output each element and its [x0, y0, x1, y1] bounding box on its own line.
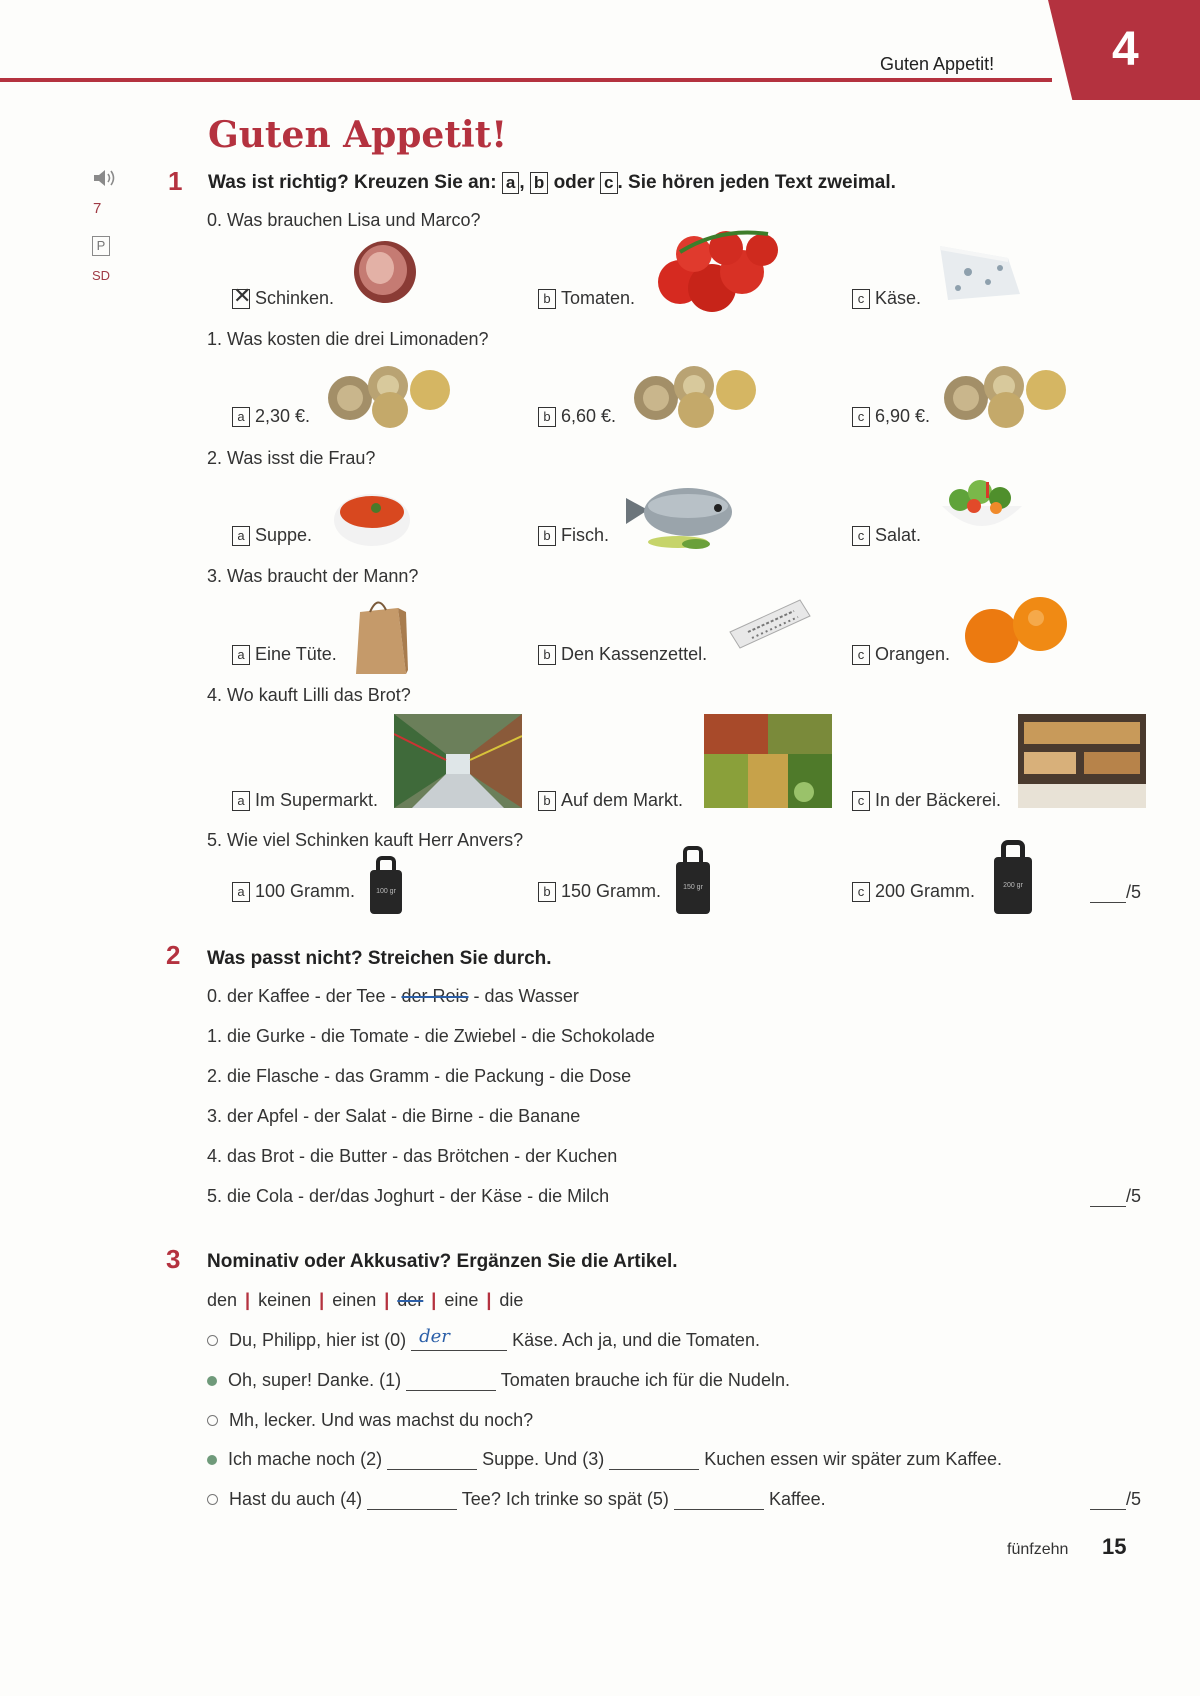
question-5: 5. Wie viel Schinken kauft Herr Anvers? — [207, 830, 524, 850]
word-bank-item: eine — [444, 1290, 479, 1310]
score-label: /5 — [1126, 882, 1142, 902]
option-2c[interactable] — [852, 525, 921, 546]
option-label: 100 Gramm. — [255, 881, 356, 901]
ex2-line-5[interactable]: 5. die Cola - der/das Joghurt - der Käse - die Milch — [207, 1186, 610, 1206]
checkbox-5c[interactable]: c — [852, 882, 870, 902]
option-label: 6,60 €. — [561, 406, 617, 426]
answer-blank-4[interactable] — [367, 1493, 457, 1510]
option-label: 2,30 €. — [255, 406, 311, 426]
dialogue-text: Kaffee. — [768, 1489, 826, 1509]
header-rule — [0, 78, 1052, 82]
dialogue-text: Hast du auch (4) — [229, 1489, 363, 1509]
supermarket-image — [394, 714, 522, 808]
score-field-1[interactable] — [1090, 882, 1141, 903]
weight-icon — [370, 856, 402, 914]
instruction-text-end: . Sie hören jeden Text zweimal. — [617, 172, 896, 193]
question-2: 2. Was isst die Frau? — [207, 448, 376, 468]
exercise-3-instruction: Nominativ oder Akkusativ? Ergänzen Sie die Artikel. — [207, 1251, 678, 1272]
ex2-line-0 — [207, 986, 579, 1007]
option-label: Schinken. — [255, 288, 335, 308]
score-field-3[interactable] — [1090, 1489, 1141, 1510]
score-field-2[interactable] — [1090, 1186, 1141, 1207]
dialogue-text: Mh, lecker. Und was machst du noch? — [229, 1410, 534, 1430]
word-bank-item: den — [207, 1290, 238, 1310]
option-2a[interactable] — [232, 525, 312, 546]
option-3a[interactable] — [232, 644, 337, 665]
weight-icon — [676, 846, 710, 914]
word-bank-item: der — [397, 1290, 424, 1310]
track-number: 7 — [93, 200, 102, 217]
checkbox-5b[interactable]: b — [538, 882, 556, 902]
option-label: 200 Gramm. — [875, 881, 976, 901]
option-label: Käse. — [875, 288, 922, 308]
option-0c[interactable] — [852, 288, 921, 309]
weight-label: 150 gr — [676, 862, 710, 914]
coins-image — [624, 358, 760, 428]
word-bank-item: die — [499, 1290, 524, 1310]
exercise-2-instruction: Was passt nicht? Streichen Sie durch. — [207, 948, 552, 969]
struck-word: der Reis — [401, 986, 469, 1006]
dialogue-text: Käse. Ach ja, und die Tomaten. — [512, 1330, 760, 1350]
option-5a[interactable] — [232, 881, 355, 902]
option-label: Orangen. — [875, 644, 951, 664]
answer-blank-2[interactable] — [387, 1453, 477, 1470]
option-label: Auf dem Markt. — [561, 790, 684, 810]
dialogue-text: Tee? Ich trinke so spät (5) — [461, 1489, 669, 1509]
soup-image — [328, 478, 424, 548]
checkbox-0a[interactable] — [232, 289, 250, 309]
checkbox-2a[interactable]: a — [232, 526, 250, 546]
score-blank[interactable] — [1090, 1190, 1126, 1207]
exercise-2-number: 2 — [166, 940, 181, 970]
dialogue-text: Oh, super! Danke. (1) — [228, 1370, 402, 1390]
p-marker: P — [92, 236, 110, 256]
option-label: Eine Tüte. — [255, 644, 337, 664]
audio-icon — [92, 168, 118, 188]
checkbox-3c[interactable]: c — [852, 645, 870, 665]
option-4c[interactable] — [852, 790, 1001, 811]
handwritten-answer: der — [419, 1326, 450, 1347]
question-3: 3. Was braucht der Mann? — [207, 566, 419, 586]
line-text: - das Wasser — [473, 986, 579, 1006]
option-4b[interactable] — [538, 790, 683, 811]
market-image — [704, 714, 832, 808]
checkbox-4a[interactable]: a — [232, 791, 250, 811]
exercise-3-number: 3 — [166, 1244, 181, 1274]
dialogue-text: Kuchen essen wir später zum Kaffee. — [704, 1449, 1003, 1469]
question-0: 0. Was brauchen Lisa und Marco? — [207, 210, 481, 230]
receipt-image — [724, 596, 814, 652]
oranges-image — [962, 592, 1072, 668]
instruction-text: Was ist richtig? Kreuzen Sie an: — [208, 172, 497, 193]
chapter-number: 4 — [1112, 23, 1139, 76]
ex2-line-4[interactable]: 4. das Brot - die Butter - das Brötchen - der Kuchen — [207, 1146, 618, 1166]
page-number-word: fünfzehn — [1007, 1541, 1069, 1558]
checkbox-4c[interactable]: c — [852, 791, 870, 811]
line-text: 0. der Kaffee - der Tee - — [207, 986, 397, 1006]
salad-image — [934, 470, 1030, 542]
option-label: 150 Gramm. — [561, 881, 662, 901]
tomatoes-image — [650, 222, 780, 314]
checkbox-1c[interactable]: c — [852, 407, 870, 427]
option-4a[interactable] — [232, 790, 378, 811]
option-0a[interactable] — [232, 288, 334, 309]
option-label: Tomaten. — [561, 288, 636, 308]
dialogue-line-3 — [207, 1449, 1002, 1470]
letter-box-a: a — [502, 172, 519, 194]
option-label: In der Bäckerei. — [875, 790, 1002, 810]
fish-image — [618, 476, 748, 556]
checkbox-5a[interactable]: a — [232, 882, 250, 902]
option-label: Fisch. — [561, 525, 610, 545]
checkbox-0c[interactable]: c — [852, 289, 870, 309]
option-2b[interactable] — [538, 525, 609, 546]
dialogue-text: Suppe. Und (3) — [482, 1449, 605, 1469]
coins-image — [318, 358, 454, 428]
checkbox-3b[interactable]: b — [538, 645, 556, 665]
option-5b[interactable] — [538, 881, 661, 902]
option-1a[interactable] — [232, 406, 310, 427]
answer-blank-0[interactable] — [411, 1326, 507, 1351]
weight-label: 200 gr — [994, 857, 1032, 914]
sd-marker: SD — [92, 268, 111, 283]
ex2-line-1[interactable]: 1. die Gurke - die Tomate - die Zwiebel - die Schokolade — [207, 1026, 655, 1046]
answer-blank-5[interactable] — [674, 1493, 764, 1510]
dialogue-line-0 — [207, 1326, 760, 1351]
word-bank-item: einen — [332, 1290, 377, 1310]
dialogue-text: Ich mache noch (2) — [228, 1449, 383, 1469]
ham-image — [350, 238, 420, 306]
checkbox-0b[interactable]: b — [538, 289, 556, 309]
checkbox-1a[interactable]: a — [232, 407, 250, 427]
score-blank[interactable] — [1090, 1493, 1126, 1510]
checkbox-3a[interactable]: a — [232, 645, 250, 665]
checkbox-1b[interactable]: b — [538, 407, 556, 427]
option-label: 6,90 €. — [875, 406, 931, 426]
question-4: 4. Wo kauft Lilli das Brot? — [207, 685, 411, 705]
dialogue-text: Tomaten brauche ich für die Nudeln. — [500, 1370, 790, 1390]
dialogue-line-1 — [207, 1370, 790, 1391]
score-blank[interactable] — [1090, 886, 1126, 903]
checkbox-2b[interactable]: b — [538, 526, 556, 546]
question-1: 1. Was kosten die drei Limonaden? — [207, 329, 489, 349]
option-3c[interactable] — [852, 644, 950, 665]
option-0b[interactable] — [538, 288, 635, 309]
letter-box-c: c — [600, 172, 617, 194]
instruction-oder: oder — [553, 172, 595, 193]
paper-bag-image — [352, 590, 410, 678]
exercise-1-number: 1 — [168, 166, 183, 196]
option-1c[interactable] — [852, 406, 930, 427]
dialogue-text: Du, Philipp, hier ist (0) — [229, 1330, 407, 1350]
cheese-image — [938, 238, 1022, 302]
running-title: Guten Appetit! — [880, 54, 995, 74]
bakery-image — [1018, 714, 1146, 808]
score-label: /5 — [1126, 1186, 1142, 1206]
weight-icon — [994, 840, 1032, 914]
score-label: /5 — [1126, 1489, 1142, 1509]
dialogue-line-4 — [207, 1489, 826, 1510]
word-bank: den | keinen | einen | der | eine | die — [207, 1290, 524, 1310]
option-1b[interactable] — [538, 406, 616, 427]
answer-blank-1[interactable] — [406, 1374, 496, 1391]
coins-image — [934, 358, 1070, 428]
checkbox-4b[interactable]: b — [538, 791, 556, 811]
ex2-line-2[interactable]: 2. die Flasche - das Gramm - die Packung - die Dose — [207, 1066, 632, 1086]
option-label: Im Supermarkt. — [255, 790, 379, 810]
answer-blank-3[interactable] — [609, 1453, 699, 1470]
ex2-line-3[interactable]: 3. der Apfel - der Salat - die Birne - die Banane — [207, 1106, 581, 1126]
page-number: 15 — [1102, 1534, 1127, 1559]
exercise-1-instruction: Was ist richtig? Kreuzen Sie an: a , b oder c . Sie hören jeden Text zweimal. — [208, 172, 896, 193]
dialogue-line-2 — [207, 1410, 533, 1431]
option-5c[interactable] — [852, 881, 975, 902]
word-bank-item: keinen — [258, 1290, 312, 1310]
option-label: Salat. — [875, 525, 922, 545]
option-label: Suppe. — [255, 525, 313, 545]
letter-box-b: b — [530, 172, 548, 194]
page-title: Guten Appetit! — [208, 114, 508, 156]
option-3b[interactable] — [538, 644, 707, 665]
checkbox-2c[interactable]: c — [852, 526, 870, 546]
weight-label: 100 gr — [370, 870, 402, 914]
option-label: Den Kassenzettel. — [561, 644, 708, 664]
